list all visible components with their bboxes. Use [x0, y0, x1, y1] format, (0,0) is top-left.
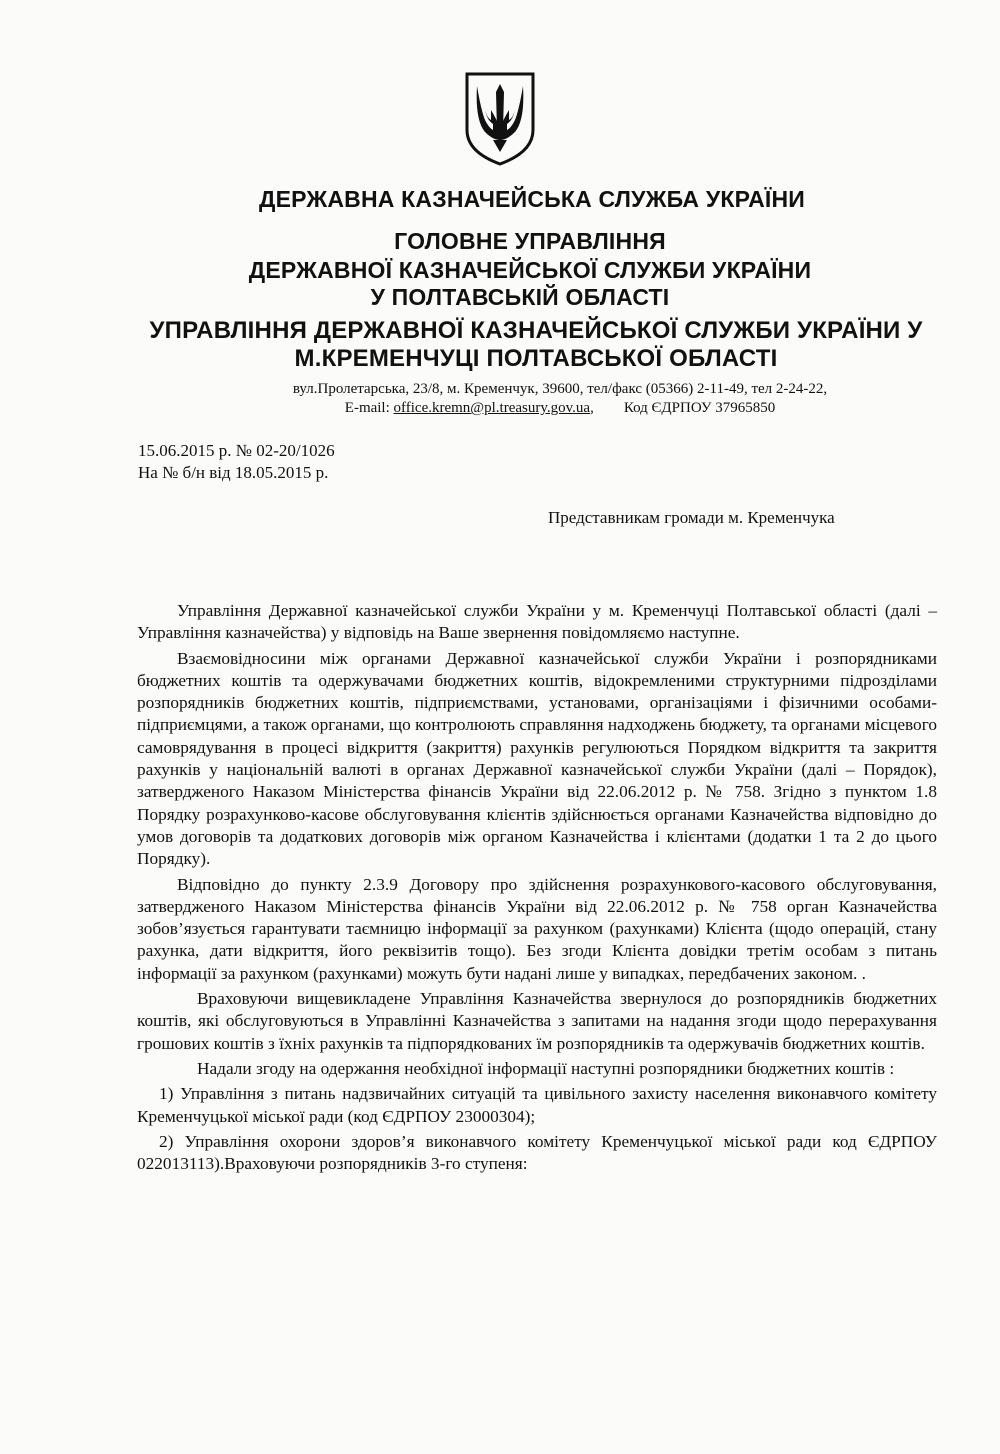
- email-suffix: ,: [590, 400, 594, 416]
- email-label: E-mail:: [344, 400, 394, 416]
- header-line-4: У ПОЛТАВСЬКІЙ ОБЛАСТІ: [370, 284, 670, 310]
- paragraph-2: Взаємовідносини між органами Державної казначейської служби України і розпорядниками бюджетних коштів та одержувачами бюджетних коштів, відокремленими структурними підрозділами розпорядників бюджетних коштів, підприємствами, установами, організаціями і фізичними особами-підприємцями, а також органами, що контролюють справляння надходжень бюджету, та органами місцевого самоврядування в процесі відкриття (закриття) рахунків регулюються Порядком відкриття та закриття рахунків у національній валюті в органах Державної казначейської служби України (далі – Порядок), затвердженого Наказом Міністерства фінансів України від 22.06.2012 р. № 758. Згідно з пунктом 1.8 Порядку розрахунково-касове обслуговування клієнтів здійснюється органами Казначейства відповідно до умов договорів та додаткових договорів між органом Казначейства і клієнтами (додатки 1 та 2 до цього Порядку).: [137, 648, 937, 869]
- header-line-2: ГОЛОВНЕ УПРАВЛІННЯ: [394, 228, 666, 254]
- list-item-1: 1) Управління з питань надзвичайних ситуацій та цивільного захисту населення виконавчого комітету Кременчуцької міської ради (код ЄДРПОУ 23000304);: [137, 1084, 937, 1126]
- header-line-1: ДЕРЖАВНА КАЗНАЧЕЙСЬКА СЛУЖБА УКРАЇНИ: [258, 186, 805, 212]
- paragraph-3: Відповідно до пункту 2.3.9 Договору про здійснення розрахункового-касового обслуговування, затвердженого Наказом Міністерства фінансів України від 22.06.2012 р. № 758 орган Казначейства зобов’язується гарантувати таємницю інформації за рахунком (рахунками) Клієнта (щодо операцій, стану рахунка, дати відкриття, його реквізитів тощо). Без згоди Клієнта довідки третім особам з питань інформації за рахунком (рахунками) можуть бути надані лише у випадках, передбачених законом. .: [137, 874, 937, 983]
- edrpou-code: Код ЄДРПОУ 37965850: [623, 400, 776, 416]
- list-item-2: 2) Управління охорони здоров’я виконавчого комітету Кременчуцької міської ради код ЄДРПОУ 022013113).Враховуючи розпорядників 3-го ступеня:: [137, 1131, 937, 1174]
- contact-block: [240, 380, 880, 418]
- incoming-reference: На № б/н від 18.05.2015 р.: [138, 463, 329, 482]
- paragraph-4: Враховуючи вищевикладене Управління Казначейства звернулося до розпорядників бюджетних коштів, які обслуговуються в Управлінні Казначейства з запитами на надання згоди щодо перерахування грошових коштів з їхніх рахунків та підпорядкованих їм розпорядників та одержувачів бюджетних коштів.: [137, 989, 937, 1053]
- header-line-5: УПРАВЛІННЯ ДЕРЖАВНОЇ КАЗНАЧЕЙСЬКОЇ СЛУЖБИ УКРАЇНИ У: [149, 317, 923, 344]
- paragraph-5: Надали згоду на одержання необхідної інформації наступні розпорядники бюджетних коштів :: [197, 1058, 895, 1078]
- address-line: вул.Пролетарська, 23/8, м. Кременчук, 39600, тел/факс (05366) 2-11-49, тел 2-24-22,: [292, 381, 828, 397]
- addressee: Представникам громади м. Кременчука: [548, 508, 835, 527]
- header-line-3: ДЕРЖАВНОЇ КАЗНАЧЕЙСЬКОЇ СЛУЖБИ УКРАЇНИ: [248, 257, 812, 283]
- email-link[interactable]: office.kremn@pl.treasury.gov.ua: [393, 400, 591, 416]
- outgoing-reference: 15.06.2015 р. № 02-20/1026: [138, 441, 335, 460]
- trident-coat-of-arms-icon: [463, 70, 537, 166]
- email-line: [240, 399, 880, 418]
- paragraph-1: Управління Державної казначейської служби України у м. Кременчуці Полтавської області (далі – Управління казначейства) у відповідь на Ваше звернення повідомляємо наступне.: [137, 601, 937, 643]
- letter-body: [137, 600, 937, 1178]
- header-line-6: М.КРЕМЕНЧУЦІ ПОЛТАВСЬКОЇ ОБЛАСТІ: [294, 345, 778, 372]
